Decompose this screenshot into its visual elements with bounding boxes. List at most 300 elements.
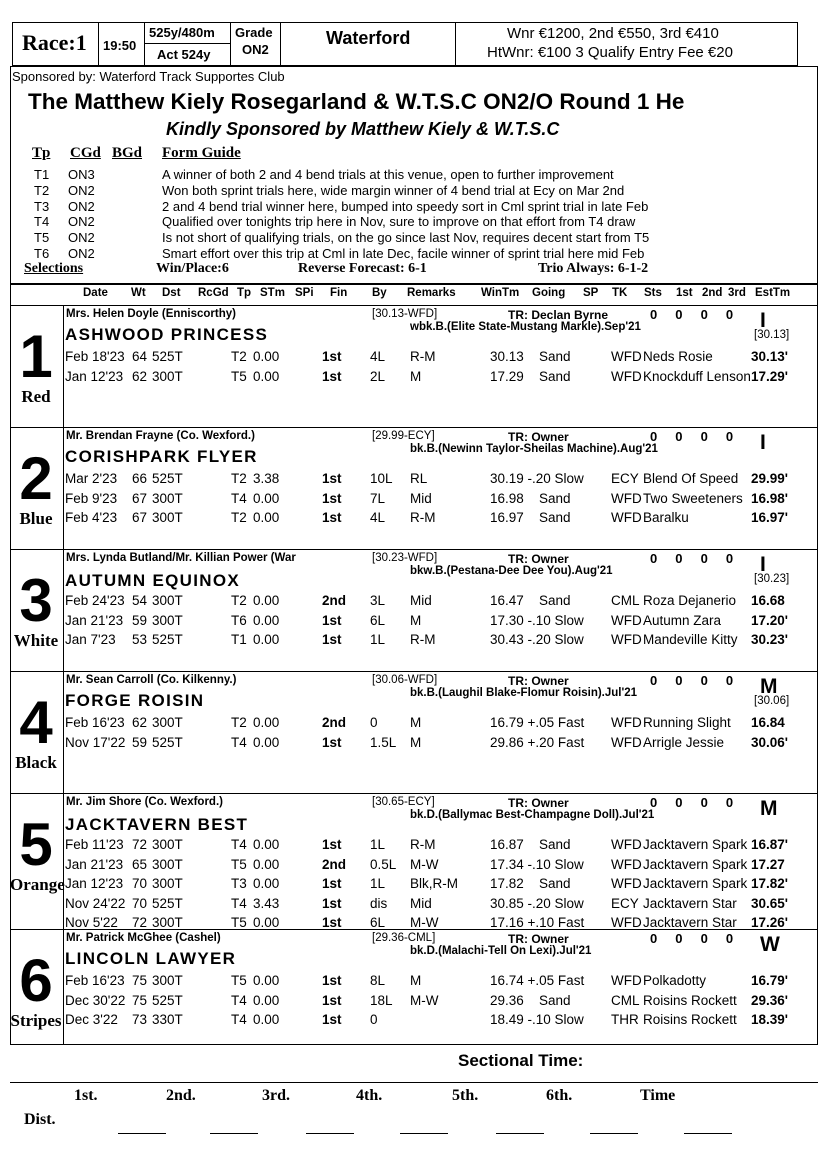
form-rem: Mid: [410, 895, 432, 911]
form-date: Feb 24'23: [65, 593, 125, 608]
dist-label: Dist.: [24, 1111, 56, 1128]
guide-row-grade: ON2: [68, 246, 95, 261]
form-dst: 330T: [152, 1012, 183, 1027]
form-tp: T4: [231, 992, 247, 1008]
form-fin: 1st: [322, 632, 342, 647]
guide-row-text: Smart effort over this trip at Cml in late Dec, facile winner of sprint trial here mid Feb: [162, 246, 645, 261]
form-stm: 0.00: [253, 856, 280, 872]
form-est: 16.68: [751, 593, 785, 608]
form-est: 16.97': [751, 510, 788, 525]
form-tp: T5: [231, 856, 247, 872]
form-stm: 0.00: [253, 876, 280, 891]
form-tp: T2: [231, 471, 247, 486]
form-win: 17.82: [490, 876, 524, 891]
form-date: Mar 2'23: [65, 471, 118, 486]
form-going: Sand: [539, 593, 571, 608]
form-row: [65, 349, 815, 369]
form-rem: M: [410, 612, 422, 628]
form-winner: Roisins Rockett: [643, 1012, 737, 1027]
guide-row-text: Qualified over tonights trip here in Nov, sure to improve on that effort from T4 draw: [162, 214, 636, 230]
form-dst: 300T: [152, 368, 183, 384]
form-winner: Blend Of Speed: [643, 471, 739, 486]
form-fin: 1st: [322, 510, 342, 525]
form-tp: T6: [231, 612, 247, 628]
form-win: 16.74 +.05 Fast: [490, 973, 585, 988]
form-est: 17.20': [751, 612, 788, 628]
dog-name: FORGE ROISIN: [65, 691, 205, 710]
form-est: 16.87': [751, 837, 788, 852]
left-border: [10, 284, 11, 1044]
form-win: 16.97: [490, 510, 524, 525]
breeding: bk.D.(Malachi-Tell On Lexi).Jul'21: [410, 945, 592, 957]
form-rem: R-M: [410, 510, 436, 525]
trainer: TR: Owner: [508, 674, 569, 688]
form-date: Feb 9'23: [65, 490, 118, 506]
owner-name: Mr. Jim Shore (Co. Wexford.): [66, 796, 223, 808]
form-win: 17.16 +.10 Fast: [490, 915, 585, 930]
form-tk: CML: [611, 992, 640, 1008]
form-est: 30.65': [751, 895, 788, 911]
form-wt: 62: [132, 715, 148, 730]
form-rem: M-W: [410, 992, 439, 1008]
dog-name: AUTUMN EQUINOX: [65, 571, 240, 590]
prizes-line-2: HtWnr: €100 3 Qualify Entry Fee €20: [487, 44, 733, 61]
best-time-ref: [30.13-WFD]: [372, 308, 438, 320]
guide-row-trap: T5: [34, 230, 50, 246]
sectional-time-label: Sectional Time:: [458, 1051, 584, 1070]
trap-divider: [63, 549, 64, 671]
form-row: [65, 369, 815, 389]
form-rem: R-M: [410, 349, 436, 364]
guide-row-text: Won both sprint trials here, wide margin winner of 4 bend trial at Ecy on Mar 2nd: [162, 182, 625, 198]
form-by: 4L: [370, 510, 386, 525]
form-win: 29.86 +.20 Fast: [490, 734, 585, 750]
form-fin: 1st: [322, 471, 342, 486]
form-date: Jan 12'23: [65, 876, 124, 891]
col-1st: 1st: [676, 287, 693, 299]
est-ref: [30.23]: [754, 573, 790, 585]
form-winner: Neds Rosie: [643, 349, 713, 364]
form-est: 30.06': [751, 734, 788, 750]
form-rem: M-W: [410, 856, 439, 872]
form-dst: 525T: [152, 734, 183, 750]
form-by: 1.5L: [370, 734, 397, 750]
form-wt: 75: [132, 973, 148, 988]
form-dst: 300T: [152, 715, 183, 730]
form-date: Jan 21'23: [65, 612, 124, 628]
form-stm: 0.00: [253, 490, 280, 506]
form-row: [65, 632, 815, 652]
col-2nd: 2nd: [702, 287, 723, 299]
trap-number: 3: [19, 567, 53, 634]
form-going: Sand: [539, 837, 571, 852]
trap-colour: Orange: [10, 875, 65, 894]
form-wt: 67: [132, 510, 148, 525]
breeding: wbk.B.(Elite State-Mustang Markle).Sep'21: [410, 321, 641, 333]
col-rcgd: RcGd: [198, 287, 229, 299]
place-blank: [496, 1133, 544, 1134]
trap-colour: Red: [21, 387, 51, 406]
form-tp: T5: [231, 973, 247, 988]
form-winner: Arrigle Jessie: [643, 734, 725, 750]
form-wt: 67: [132, 490, 148, 506]
form-win: 16.47: [490, 593, 524, 608]
place-blank: [400, 1133, 448, 1134]
form-going: Sand: [539, 490, 571, 506]
col-stm: STm: [260, 287, 285, 299]
prizes-line-1: Wnr €1200, 2nd €550, 3rd €410: [507, 25, 719, 42]
guide-row-grade: ON2: [68, 198, 95, 214]
form-tk: WFD: [611, 915, 642, 930]
form-dst: 300T: [152, 490, 183, 506]
guide-row-trap: T4: [34, 214, 50, 230]
form-rem: Blk,R-M: [410, 876, 458, 891]
owner-name: Mr. Brendan Frayne (Co. Wexford.): [66, 430, 255, 442]
dog-name: CORISHPARK FLYER: [65, 447, 258, 466]
form-win: 16.98: [490, 490, 524, 506]
form-dst: 525T: [152, 895, 183, 911]
career-stats: 0 0 0 0: [650, 931, 734, 946]
form-going: Sand: [539, 876, 571, 891]
form-date: Jan 12'23: [65, 368, 124, 384]
form-tp: T5: [231, 915, 247, 930]
form-winner: Jacktavern Star: [643, 915, 737, 930]
trainer: TR: Owner: [508, 430, 569, 444]
form-date: Feb 16'23: [65, 973, 125, 988]
breeding: bkw.B.(Pestana-Dee Dee You).Aug'21: [410, 565, 613, 577]
guide-row-trap: T1: [34, 167, 50, 182]
form-row: [65, 613, 815, 633]
form-by: 1L: [370, 632, 386, 647]
col-wt: Wt: [131, 287, 146, 299]
form-rem: M: [410, 715, 422, 730]
form-row: [65, 896, 815, 916]
form-rem: M: [410, 734, 422, 750]
race-subtitle: Kindly Sponsored by Matthew Kiely & W.T.S.C: [166, 119, 560, 139]
form-wt: 70: [132, 895, 148, 911]
form-date: Feb 16'23: [65, 715, 125, 730]
trap-number: 2: [19, 445, 53, 512]
form-wt: 73: [132, 1012, 148, 1027]
form-date: Jan 7'23: [65, 632, 116, 647]
guide-tp-header: Tp: [32, 145, 51, 161]
place-blank: [590, 1133, 638, 1134]
race-actual-distance: Act 524y: [157, 47, 211, 62]
form-win: 16.87: [490, 837, 524, 852]
form-stm: 0.00: [253, 349, 280, 364]
form-stm: 0.00: [253, 632, 280, 647]
trio-always: Trio Always: 6-1-2: [538, 261, 649, 276]
form-wt: 75: [132, 992, 148, 1008]
col-sts: Sts: [644, 287, 662, 299]
col-3rd: 3rd: [728, 287, 746, 299]
form-tk: WFD: [611, 876, 642, 891]
form-by: 6L: [370, 612, 386, 628]
form-tp: T3: [231, 876, 247, 891]
reverse-forecast: Reverse Forecast: 6-1: [298, 261, 427, 276]
place-blank: [306, 1133, 354, 1134]
form-fin: 1st: [322, 837, 342, 852]
form-stm: 0.00: [253, 915, 280, 930]
form-row: [65, 1012, 815, 1032]
trainer: TR: Owner: [508, 796, 569, 810]
form-wt: 64: [132, 349, 148, 364]
form-by: 6L: [370, 915, 386, 930]
form-winner: Running Slight: [643, 715, 731, 730]
form-fin: 2nd: [322, 856, 347, 872]
form-winner: Autumn Zara: [643, 612, 722, 628]
form-est: 29.99': [751, 471, 788, 486]
form-rem: M: [410, 368, 422, 384]
form-dst: 525T: [152, 471, 183, 486]
guide-bgd-header: BGd: [112, 145, 143, 161]
est-ref: [30.06]: [754, 695, 790, 707]
form-dst: 300T: [152, 837, 183, 852]
form-stm: 0.00: [253, 368, 280, 384]
form-fin: 2nd: [322, 715, 347, 730]
form-dst: 300T: [152, 973, 183, 988]
form-wt: 72: [132, 837, 148, 852]
form-win: 30.43 -.20 Slow: [490, 632, 584, 647]
form-tk: WFD: [611, 715, 642, 730]
best-time-ref: [30.65-ECY]: [372, 796, 435, 808]
form-dst: 300T: [152, 593, 183, 608]
form-date: Feb 11'23: [65, 837, 124, 852]
form-date: Nov 24'22: [65, 895, 126, 911]
col-tp: Tp: [237, 287, 252, 299]
form-rem: Mid: [410, 490, 432, 506]
form-rem: R-M: [410, 632, 436, 647]
trainer: TR: Declan Byrne: [508, 308, 609, 322]
form-fin: 1st: [322, 490, 342, 506]
form-row: [65, 735, 815, 755]
form-win: 29.36: [490, 992, 524, 1008]
form-by: 0: [370, 1012, 378, 1027]
trap-number: 6: [19, 947, 53, 1014]
grade-code: W: [760, 933, 780, 956]
best-time-ref: [30.23-WFD]: [372, 552, 438, 564]
guide-row-grade: ON2: [68, 230, 95, 246]
owner-name: Mr. Sean Carroll (Co. Kilkenny.): [66, 674, 237, 686]
place-label: 4th.: [356, 1087, 383, 1104]
owner-name: Mr. Patrick McGhee (Cashel): [66, 932, 221, 944]
form-date: Dec 3'22: [65, 1012, 118, 1027]
form-going: Sand: [539, 510, 571, 525]
form-win: 17.29: [490, 368, 524, 384]
career-stats: 0 0 0 0: [650, 795, 734, 810]
est-ref: [30.13]: [754, 329, 790, 341]
form-fin: 1st: [322, 895, 342, 911]
form-wt: 53: [132, 632, 148, 647]
breeding: bk.B.(Laughil Blake-Flomur Roisin).Jul'21: [410, 687, 638, 699]
form-est: 16.98': [751, 490, 788, 506]
form-est: 16.79': [751, 973, 788, 988]
form-win: 30.13: [490, 349, 524, 364]
form-stm: 0.00: [253, 593, 280, 608]
form-winner: Jacktavern Spark: [643, 856, 748, 872]
trap-divider: [63, 671, 64, 793]
form-dst: 300T: [152, 856, 183, 872]
col-tk: TK: [612, 287, 628, 299]
form-stm: 3.38: [253, 471, 280, 486]
form-stm: 0.00: [253, 510, 280, 525]
form-wt: 72: [132, 915, 148, 930]
form-tk: WFD: [611, 490, 642, 506]
form-row: [65, 973, 815, 993]
trap-number: 5: [19, 811, 53, 878]
place-label: 2nd.: [166, 1087, 196, 1104]
guide-row-text: 2 and 4 bend trial winner here, bumped into speedy sort in Cml sprint trial in late Feb: [162, 198, 649, 214]
form-winner: Knockduff Lenson: [643, 368, 751, 384]
form-est: 16.84: [751, 715, 785, 730]
form-win: 17.34 -.10 Slow: [490, 856, 584, 872]
right-border: [817, 284, 818, 1044]
form-fin: 1st: [322, 349, 342, 364]
selections-label: Selections: [24, 261, 84, 276]
form-winner: Roza Dejanerio: [643, 593, 737, 608]
col-going: Going: [532, 287, 566, 299]
form-wt: 59: [132, 612, 148, 628]
form-by: 2L: [370, 368, 386, 384]
form-row: [65, 857, 815, 877]
place-blank: [118, 1133, 166, 1134]
form-tk: WFD: [611, 510, 642, 525]
form-by: 8L: [370, 973, 386, 988]
guide-row-trap: T2: [34, 182, 50, 198]
form-dst: 300T: [152, 510, 183, 525]
form-dst: 525T: [152, 632, 183, 647]
place-label: 6th.: [546, 1087, 573, 1104]
form-row: [65, 993, 815, 1013]
form-tk: WFD: [611, 632, 642, 647]
form-date: Feb 4'23: [65, 510, 118, 525]
form-tk: WFD: [611, 973, 642, 988]
race-distance: 525y/480m: [149, 25, 215, 40]
col-sp: SP: [583, 287, 599, 299]
form-tk: WFD: [611, 368, 642, 384]
race-number: Race:1: [22, 30, 87, 55]
form-fin: 1st: [322, 915, 342, 930]
form-tp: T4: [231, 1012, 247, 1027]
grade-code: I: [760, 431, 766, 454]
form-by: 10L: [370, 471, 393, 486]
guide-row-text: Is not short of qualifying trials, on the go since last Nov, requires decent start from T5: [162, 230, 650, 246]
form-row: [65, 510, 815, 530]
place-blank: [210, 1133, 258, 1134]
form-tk: CML: [611, 593, 640, 608]
dogs-bottom-line: [10, 1044, 818, 1045]
form-date: Nov 17'22: [65, 734, 126, 750]
grade-code: M: [760, 675, 778, 698]
guide-row-grade: ON2: [68, 214, 95, 230]
col-spi: SPi: [295, 287, 314, 299]
form-rem: RL: [410, 471, 428, 486]
trap-divider: [63, 305, 64, 427]
form-going: Sand: [539, 992, 571, 1008]
form-winner: Jacktavern Spark: [643, 876, 748, 891]
form-winner: Two Sweeteners: [643, 490, 743, 506]
form-tp: T2: [231, 510, 247, 525]
dog-name: JACKTAVERN BEST: [65, 815, 249, 834]
form-wt: 62: [132, 368, 148, 384]
form-row: [65, 837, 815, 857]
form-winner: Baralku: [643, 510, 689, 525]
col-by: By: [372, 287, 387, 299]
form-tk: WFD: [611, 856, 642, 872]
trap-colour: Blue: [19, 509, 53, 528]
form-going: Sand: [539, 349, 571, 364]
form-fin: 1st: [322, 973, 342, 988]
col-fin: Fin: [330, 287, 348, 299]
form-dst: 525T: [152, 992, 183, 1008]
form-date: Dec 30'22: [65, 992, 126, 1008]
form-by: 3L: [370, 593, 386, 608]
owner-name: Mrs. Lynda Butland/Mr. Killian Power (War: [66, 552, 296, 564]
form-tp: T1: [231, 632, 247, 647]
grade-code: I: [760, 553, 766, 576]
form-tp: T4: [231, 837, 247, 852]
form-by: dis: [370, 895, 388, 911]
form-fin: 1st: [322, 992, 342, 1008]
form-date: Jan 21'23: [65, 856, 124, 872]
guide-row-trap: T3: [34, 198, 50, 214]
form-by: 0.5L: [370, 856, 397, 872]
trap-divider: [63, 427, 64, 549]
form-est: 30.13': [751, 349, 788, 364]
form-row: [65, 876, 815, 896]
form-fin: 1st: [322, 734, 342, 750]
breeding: bk.B.(Newinn Taylor-Sheilas Machine).Aug'21: [410, 443, 658, 455]
form-win: 30.85 -.20 Slow: [490, 895, 584, 911]
form-by: 7L: [370, 490, 386, 506]
form-winner: Jacktavern Star: [643, 895, 737, 911]
form-date: Nov 5'22: [65, 915, 118, 930]
form-win: 18.49 -.10 Slow: [490, 1012, 584, 1027]
col-dst: Dst: [162, 287, 181, 299]
guide-row-text: A winner of both 2 and 4 bend trials at this venue, open to further improvement: [162, 167, 614, 182]
form-rem: R-M: [410, 837, 436, 852]
form-by: 1L: [370, 837, 386, 852]
form-wt: 65: [132, 856, 148, 872]
form-est: 17.29': [751, 368, 788, 384]
form-fin: 1st: [322, 368, 342, 384]
form-fin: 2nd: [322, 593, 347, 608]
best-time-ref: [29.36-CML]: [372, 932, 436, 944]
form-dst: 300T: [152, 612, 183, 628]
form-win: 16.79 +.05 Fast: [490, 715, 585, 730]
trap-colour: Black: [15, 753, 57, 772]
form-tp: T2: [231, 593, 247, 608]
guide-row-grade: ON2: [68, 182, 95, 198]
form-fin: 1st: [322, 1012, 342, 1027]
form-dst: 300T: [152, 915, 183, 930]
form-tp: T2: [231, 349, 247, 364]
form-est: 17.26': [751, 915, 788, 930]
form-rem: M-W: [410, 915, 439, 930]
trap-number: 1: [19, 323, 53, 390]
form-rem: M: [410, 973, 422, 988]
form-tk: ECY: [611, 895, 639, 911]
form-tk: ECY: [611, 471, 639, 486]
race-time: 19:50: [103, 38, 137, 53]
form-stm: 3.43: [253, 895, 280, 911]
win-place: Win/Place:6: [156, 261, 229, 276]
form-winner: Mandeville Kitty: [643, 632, 738, 647]
form-stm: 0.00: [253, 734, 280, 750]
form-wt: 54: [132, 593, 148, 608]
form-by: 1L: [370, 876, 386, 891]
trainer: TR: Owner: [508, 932, 569, 946]
